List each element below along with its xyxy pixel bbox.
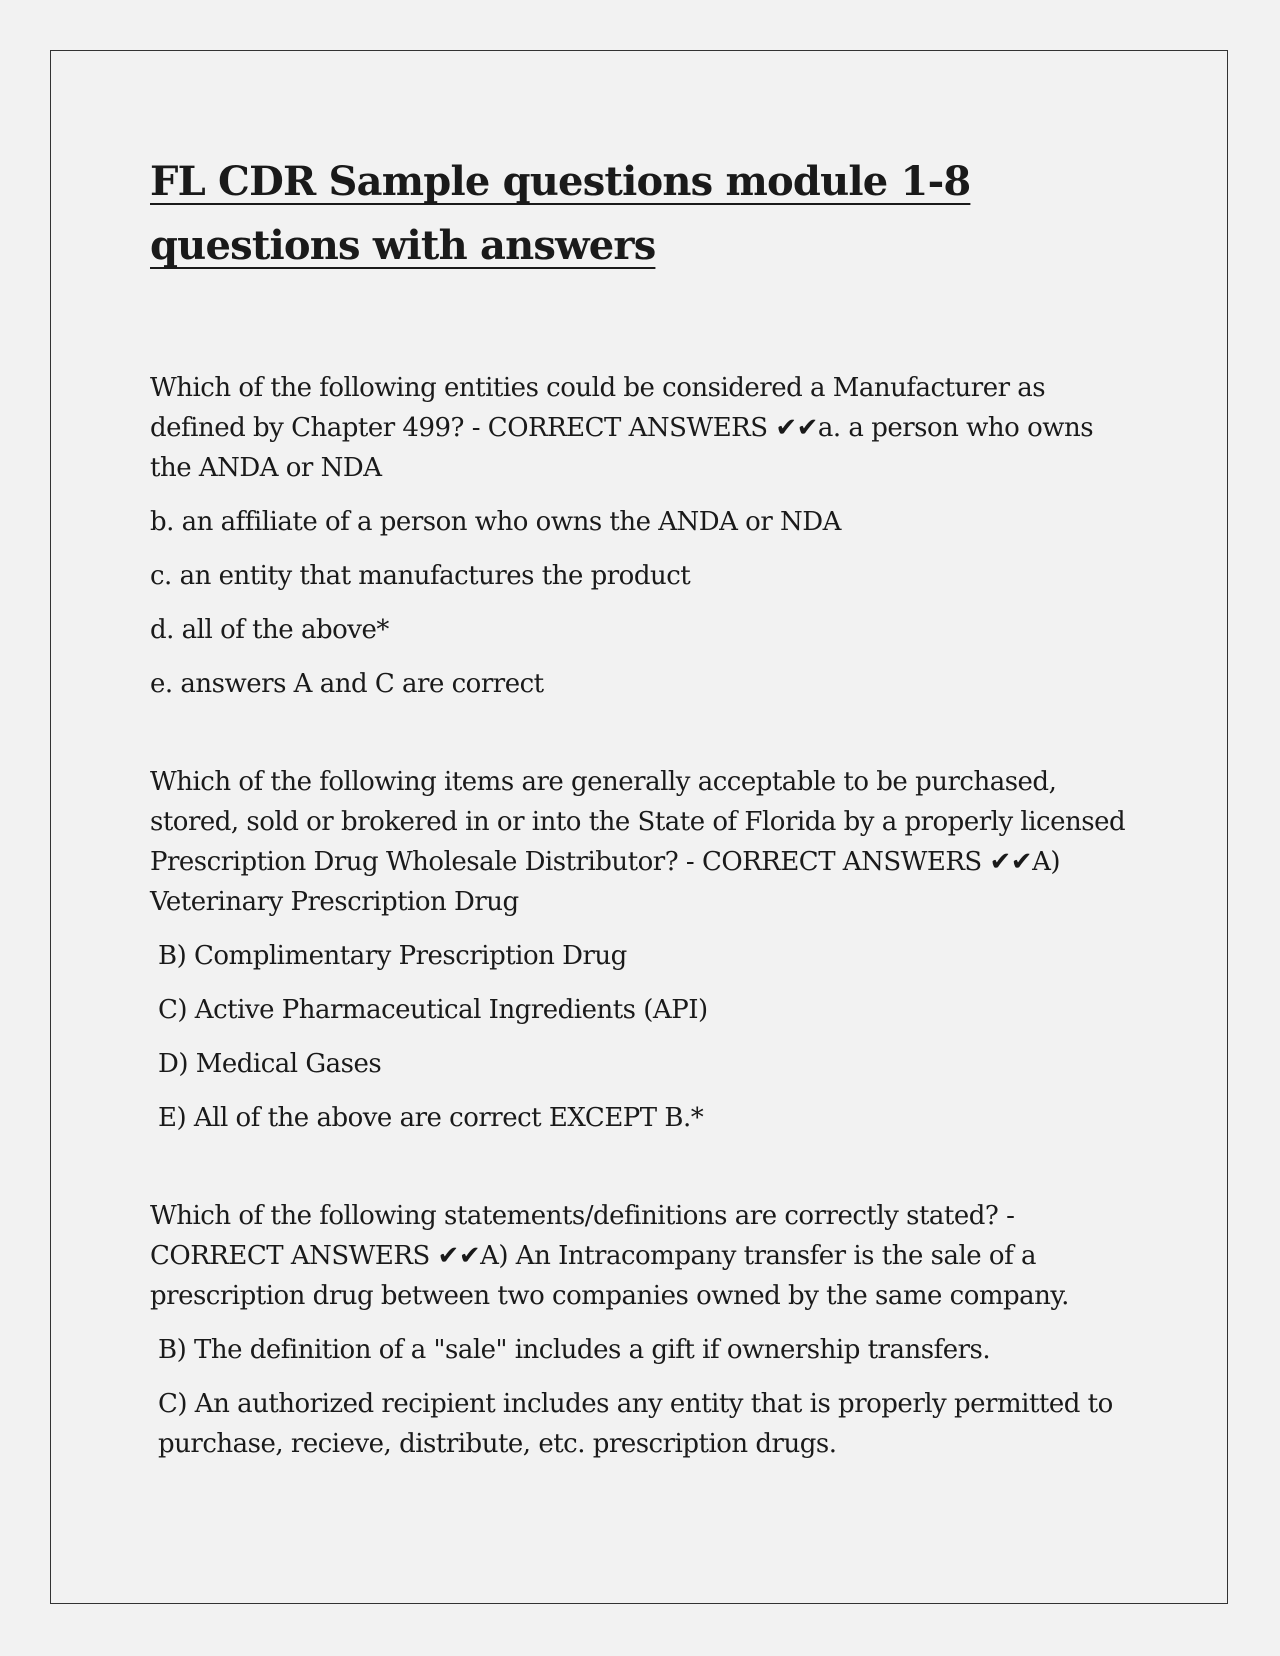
- answer-option: B) The definition of a "sale" includes a gift if ownership transfers.: [158, 1335, 991, 1365]
- document-title: [150, 150, 1130, 278]
- question-stem: Which of the following statements/definitions are correctly stated? - CORRECT ANSWERS ✔✔A) An Intracompany transfer is the sale of a prescription drug between two companies owned by the same company.: [150, 1201, 1069, 1311]
- answer-option: B) Complimentary Prescription Drug: [158, 941, 627, 971]
- question-stem: Which of the following items are generally acceptable to be purchased, stored, sold or brokered in or into the State of Florida by a properly licensed Prescription Drug Wholesale Distributor? - CORRECT ANSWERS ✔✔A) Veterinary Prescription Drug: [150, 767, 1126, 917]
- question-stem: Which of the following entities could be considered a Manufacturer as defined by Chapter 499? - CORRECT ANSWERS ✔✔a. a person who owns the ANDA or NDA: [150, 373, 1094, 483]
- document-title-text: FL CDR Sample questions module 1-8 questions with answers: [150, 158, 971, 269]
- answer-option: b. an affiliate of a person who owns the ANDA or NDA: [150, 507, 841, 537]
- answer-option: c. an entity that manufactures the product: [150, 561, 691, 591]
- question-block-2: [150, 762, 1130, 1138]
- answer-option: D) Medical Gases: [158, 1049, 382, 1079]
- answer-option: d. all of the above*: [150, 615, 389, 645]
- answer-option: e. answers A and C are correct: [150, 669, 544, 699]
- question-block-1: [150, 368, 1130, 704]
- answer-option: C) An authorized recipient includes any entity that is properly permitted to purchase, recieve, distribute, etc. prescription drugs.: [158, 1389, 1113, 1459]
- document-content: [150, 150, 1130, 1478]
- answer-option: C) Active Pharmaceutical Ingredients (API): [158, 995, 708, 1025]
- question-block-3: [150, 1196, 1130, 1464]
- answer-option: E) All of the above are correct EXCEPT B.*: [158, 1103, 704, 1133]
